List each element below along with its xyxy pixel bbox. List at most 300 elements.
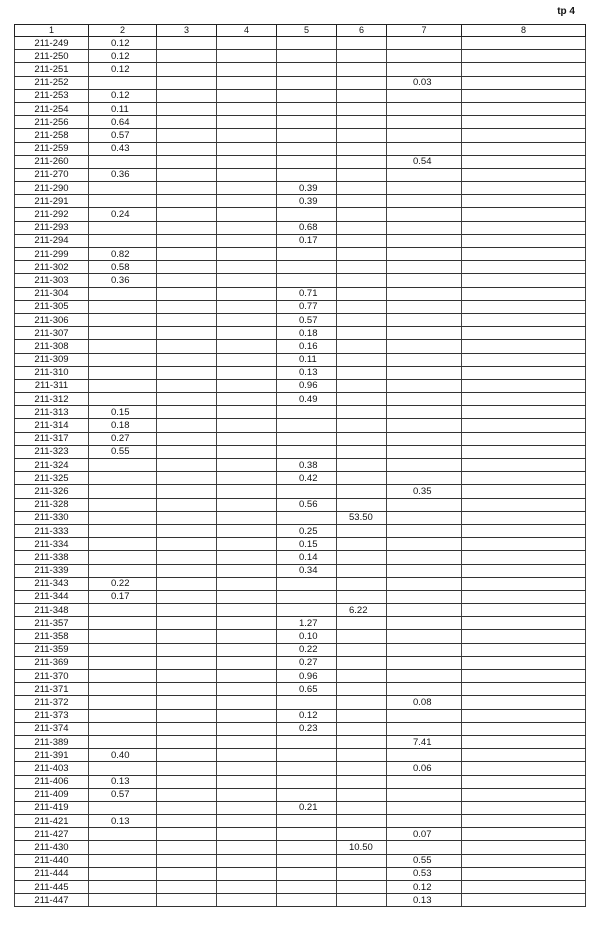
table-row (15, 195, 586, 208)
value-cell: 0.27 (277, 656, 337, 669)
table-row (15, 894, 586, 907)
row-id-cell: 211-317 (15, 432, 89, 445)
value-cell (89, 498, 157, 511)
value-cell (157, 155, 217, 168)
value-cell (157, 485, 217, 498)
table-row (15, 722, 586, 735)
value-cell (337, 894, 387, 907)
row-id-cell: 211-430 (15, 841, 89, 854)
value-cell (387, 129, 462, 142)
value-cell (387, 393, 462, 406)
row-id-cell: 211-314 (15, 419, 89, 432)
value-cell (157, 643, 217, 656)
value-cell (462, 867, 586, 880)
value-cell (157, 524, 217, 537)
value-cell (387, 788, 462, 801)
table-row (15, 643, 586, 656)
value-cell: 0.54 (387, 155, 462, 168)
row-id-cell: 211-330 (15, 511, 89, 524)
value-cell (157, 37, 217, 50)
value-cell (157, 63, 217, 76)
value-cell (387, 604, 462, 617)
value-cell (217, 234, 277, 247)
value-cell (157, 221, 217, 234)
value-cell (217, 63, 277, 76)
value-cell (462, 182, 586, 195)
value-cell (387, 538, 462, 551)
value-cell (157, 630, 217, 643)
table-row (15, 300, 586, 313)
value-cell: 0.18 (277, 327, 337, 340)
row-id-cell: 211-343 (15, 577, 89, 590)
table-row (15, 511, 586, 524)
value-cell (462, 511, 586, 524)
value-cell (157, 854, 217, 867)
value-cell (277, 261, 337, 274)
table-row (15, 881, 586, 894)
value-cell (89, 485, 157, 498)
value-cell: 0.25 (277, 524, 337, 537)
table-row (15, 775, 586, 788)
value-cell (157, 248, 217, 261)
value-cell: 0.34 (277, 564, 337, 577)
row-id-cell: 211-252 (15, 76, 89, 89)
value-cell (157, 670, 217, 683)
value-cell (337, 538, 387, 551)
value-cell (89, 867, 157, 880)
table-row (15, 577, 586, 590)
value-cell (462, 313, 586, 326)
value-cell (337, 854, 387, 867)
value-cell (462, 524, 586, 537)
table-row (15, 564, 586, 577)
row-id-cell: 211-306 (15, 313, 89, 326)
row-id-cell: 211-292 (15, 208, 89, 221)
value-cell: 0.14 (277, 551, 337, 564)
value-cell (337, 366, 387, 379)
value-cell: 0.36 (89, 274, 157, 287)
row-id-cell: 211-339 (15, 564, 89, 577)
value-cell (462, 617, 586, 630)
row-id-cell: 211-302 (15, 261, 89, 274)
value-cell (157, 340, 217, 353)
value-cell (217, 313, 277, 326)
value-cell (157, 234, 217, 247)
value-cell (462, 828, 586, 841)
value-cell (217, 735, 277, 748)
value-cell (462, 261, 586, 274)
value-cell (462, 683, 586, 696)
table-row (15, 234, 586, 247)
value-cell (387, 116, 462, 129)
value-cell (462, 472, 586, 485)
value-cell (157, 182, 217, 195)
row-id-cell: 211-249 (15, 37, 89, 50)
value-cell: 0.22 (277, 643, 337, 656)
value-cell (157, 867, 217, 880)
value-cell (387, 50, 462, 63)
table-row (15, 524, 586, 537)
value-cell (157, 116, 217, 129)
value-cell (157, 142, 217, 155)
value-cell (89, 472, 157, 485)
value-cell: 6.22 (337, 604, 387, 617)
value-cell (337, 722, 387, 735)
table-row (15, 617, 586, 630)
value-cell: 0.56 (277, 498, 337, 511)
value-cell (157, 683, 217, 696)
value-cell (337, 327, 387, 340)
row-id-cell: 211-307 (15, 327, 89, 340)
row-id-cell: 211-259 (15, 142, 89, 155)
value-cell (89, 524, 157, 537)
table-row (15, 538, 586, 551)
value-cell (89, 709, 157, 722)
value-cell: 0.07 (387, 828, 462, 841)
value-cell: 0.53 (387, 867, 462, 880)
value-cell (387, 340, 462, 353)
table-row (15, 749, 586, 762)
value-cell (217, 208, 277, 221)
table-row (15, 116, 586, 129)
value-cell (89, 221, 157, 234)
value-cell (217, 419, 277, 432)
row-id-cell: 211-421 (15, 815, 89, 828)
value-cell (387, 353, 462, 366)
table-row (15, 327, 586, 340)
header-row (15, 25, 586, 37)
value-cell (387, 551, 462, 564)
value-cell (217, 142, 277, 155)
value-cell (157, 366, 217, 379)
value-cell (337, 313, 387, 326)
value-cell (157, 76, 217, 89)
value-cell (277, 445, 337, 458)
value-cell (387, 445, 462, 458)
value-cell: 0.49 (277, 393, 337, 406)
table-row (15, 353, 586, 366)
value-cell (337, 696, 387, 709)
table-row (15, 287, 586, 300)
value-cell (462, 709, 586, 722)
value-cell (217, 670, 277, 683)
row-id-cell: 211-256 (15, 116, 89, 129)
value-cell (89, 617, 157, 630)
value-cell: 0.11 (277, 353, 337, 366)
value-cell: 0.13 (387, 894, 462, 907)
value-cell (462, 577, 586, 590)
value-cell (337, 656, 387, 669)
value-cell: 0.13 (277, 366, 337, 379)
value-cell (337, 287, 387, 300)
table-row (15, 248, 586, 261)
row-id-cell: 211-334 (15, 538, 89, 551)
value-cell (277, 129, 337, 142)
table-row (15, 142, 586, 155)
column-header: 6 (337, 25, 387, 37)
row-id-cell: 211-309 (15, 353, 89, 366)
table-row (15, 485, 586, 498)
value-cell (387, 590, 462, 603)
value-cell (462, 749, 586, 762)
row-id-cell: 211-369 (15, 656, 89, 669)
value-cell (157, 551, 217, 564)
value-cell (387, 749, 462, 762)
value-cell (217, 432, 277, 445)
row-id-cell: 211-270 (15, 168, 89, 181)
value-cell (157, 894, 217, 907)
value-cell (277, 89, 337, 102)
value-cell (217, 867, 277, 880)
value-cell (217, 577, 277, 590)
value-cell: 0.55 (89, 445, 157, 458)
value-cell: 0.38 (277, 459, 337, 472)
data-table (14, 24, 586, 907)
row-id-cell: 211-299 (15, 248, 89, 261)
value-cell (387, 511, 462, 524)
value-cell (337, 432, 387, 445)
value-cell: 0.08 (387, 696, 462, 709)
value-cell (157, 406, 217, 419)
value-cell (217, 406, 277, 419)
table-row (15, 261, 586, 274)
value-cell (217, 854, 277, 867)
table-row (15, 208, 586, 221)
value-cell (89, 366, 157, 379)
value-cell (387, 248, 462, 261)
value-cell: 0.18 (89, 419, 157, 432)
value-cell (337, 590, 387, 603)
value-cell (337, 867, 387, 880)
value-cell (387, 182, 462, 195)
value-cell (462, 881, 586, 894)
value-cell (462, 498, 586, 511)
value-cell (157, 775, 217, 788)
value-cell (217, 801, 277, 814)
value-cell (337, 788, 387, 801)
value-cell (217, 116, 277, 129)
value-cell (89, 735, 157, 748)
value-cell (277, 50, 337, 63)
value-cell (462, 102, 586, 115)
value-cell (217, 221, 277, 234)
row-id-cell: 211-348 (15, 604, 89, 617)
value-cell (462, 129, 586, 142)
value-cell (277, 867, 337, 880)
value-cell (337, 155, 387, 168)
value-cell (217, 261, 277, 274)
value-cell (387, 498, 462, 511)
value-cell (157, 815, 217, 828)
value-cell (217, 749, 277, 762)
row-id-cell: 211-294 (15, 234, 89, 247)
value-cell (89, 511, 157, 524)
value-cell (277, 696, 337, 709)
value-cell (387, 577, 462, 590)
value-cell (462, 300, 586, 313)
value-cell (462, 248, 586, 261)
value-cell: 0.36 (89, 168, 157, 181)
value-cell: 0.71 (277, 287, 337, 300)
value-cell (462, 762, 586, 775)
value-cell (217, 327, 277, 340)
value-cell (337, 76, 387, 89)
value-cell (337, 828, 387, 841)
value-cell (387, 722, 462, 735)
value-cell (387, 524, 462, 537)
value-cell (89, 722, 157, 735)
row-id-cell: 211-326 (15, 485, 89, 498)
value-cell (337, 630, 387, 643)
value-cell (157, 762, 217, 775)
value-cell: 0.21 (277, 801, 337, 814)
value-cell (217, 366, 277, 379)
value-cell (217, 50, 277, 63)
value-cell (462, 142, 586, 155)
value-cell (217, 524, 277, 537)
column-header: 5 (277, 25, 337, 37)
value-cell (462, 168, 586, 181)
value-cell (157, 722, 217, 735)
value-cell (217, 762, 277, 775)
value-cell (217, 393, 277, 406)
value-cell (217, 828, 277, 841)
value-cell (217, 538, 277, 551)
value-cell (217, 445, 277, 458)
value-cell (387, 841, 462, 854)
value-cell: 0.13 (89, 815, 157, 828)
value-cell (337, 735, 387, 748)
value-cell (387, 564, 462, 577)
value-cell: 53.50 (337, 511, 387, 524)
value-cell (89, 683, 157, 696)
value-cell (217, 511, 277, 524)
value-cell: 0.22 (89, 577, 157, 590)
value-cell (387, 801, 462, 814)
value-cell: 0.06 (387, 762, 462, 775)
value-cell (89, 801, 157, 814)
row-id-cell: 211-419 (15, 801, 89, 814)
value-cell (462, 485, 586, 498)
value-cell (89, 195, 157, 208)
value-cell (337, 762, 387, 775)
value-cell (337, 221, 387, 234)
table-row (15, 182, 586, 195)
value-cell (157, 696, 217, 709)
value-cell (217, 643, 277, 656)
value-cell (337, 709, 387, 722)
value-cell (217, 656, 277, 669)
value-cell (387, 89, 462, 102)
value-cell: 0.16 (277, 340, 337, 353)
value-cell (217, 459, 277, 472)
table-row (15, 63, 586, 76)
value-cell (462, 894, 586, 907)
row-id-cell: 211-389 (15, 735, 89, 748)
value-cell (462, 841, 586, 854)
value-cell: 0.12 (277, 709, 337, 722)
row-id-cell: 211-293 (15, 221, 89, 234)
value-cell: 0.27 (89, 432, 157, 445)
value-cell (337, 801, 387, 814)
value-cell (157, 498, 217, 511)
value-cell (277, 432, 337, 445)
value-cell (337, 643, 387, 656)
value-cell (157, 735, 217, 748)
value-cell (277, 894, 337, 907)
value-cell (157, 419, 217, 432)
value-cell (337, 472, 387, 485)
value-cell (337, 89, 387, 102)
value-cell (217, 195, 277, 208)
value-cell (157, 353, 217, 366)
value-cell (157, 801, 217, 814)
table-row (15, 168, 586, 181)
table-row (15, 379, 586, 392)
table-row (15, 406, 586, 419)
value-cell (337, 234, 387, 247)
value-cell (462, 353, 586, 366)
value-cell (89, 393, 157, 406)
value-cell (337, 485, 387, 498)
value-cell (337, 683, 387, 696)
value-cell (387, 683, 462, 696)
value-cell (462, 116, 586, 129)
value-cell (387, 37, 462, 50)
table-row (15, 419, 586, 432)
value-cell (157, 538, 217, 551)
value-cell (157, 102, 217, 115)
value-cell (217, 287, 277, 300)
value-cell (217, 155, 277, 168)
table-row (15, 801, 586, 814)
value-cell (89, 182, 157, 195)
value-cell (337, 274, 387, 287)
value-cell (277, 604, 337, 617)
value-cell (89, 630, 157, 643)
value-cell (89, 604, 157, 617)
value-cell (157, 393, 217, 406)
row-id-cell: 211-371 (15, 683, 89, 696)
value-cell (277, 788, 337, 801)
value-cell (462, 406, 586, 419)
value-cell (387, 327, 462, 340)
column-header: 1 (15, 25, 89, 37)
row-id-cell: 211-254 (15, 102, 89, 115)
row-id-cell: 211-338 (15, 551, 89, 564)
value-cell (277, 102, 337, 115)
value-cell: 0.35 (387, 485, 462, 498)
value-cell (462, 459, 586, 472)
value-cell (277, 168, 337, 181)
value-cell (337, 379, 387, 392)
table-row (15, 472, 586, 485)
value-cell (462, 551, 586, 564)
value-cell (337, 248, 387, 261)
value-cell: 0.77 (277, 300, 337, 313)
value-cell (217, 815, 277, 828)
value-cell (217, 564, 277, 577)
row-id-cell: 211-358 (15, 630, 89, 643)
value-cell (387, 313, 462, 326)
value-cell (157, 432, 217, 445)
value-cell (89, 313, 157, 326)
value-cell (462, 50, 586, 63)
value-cell (387, 102, 462, 115)
value-cell (462, 221, 586, 234)
table-body (15, 37, 586, 907)
value-cell: 0.57 (89, 129, 157, 142)
